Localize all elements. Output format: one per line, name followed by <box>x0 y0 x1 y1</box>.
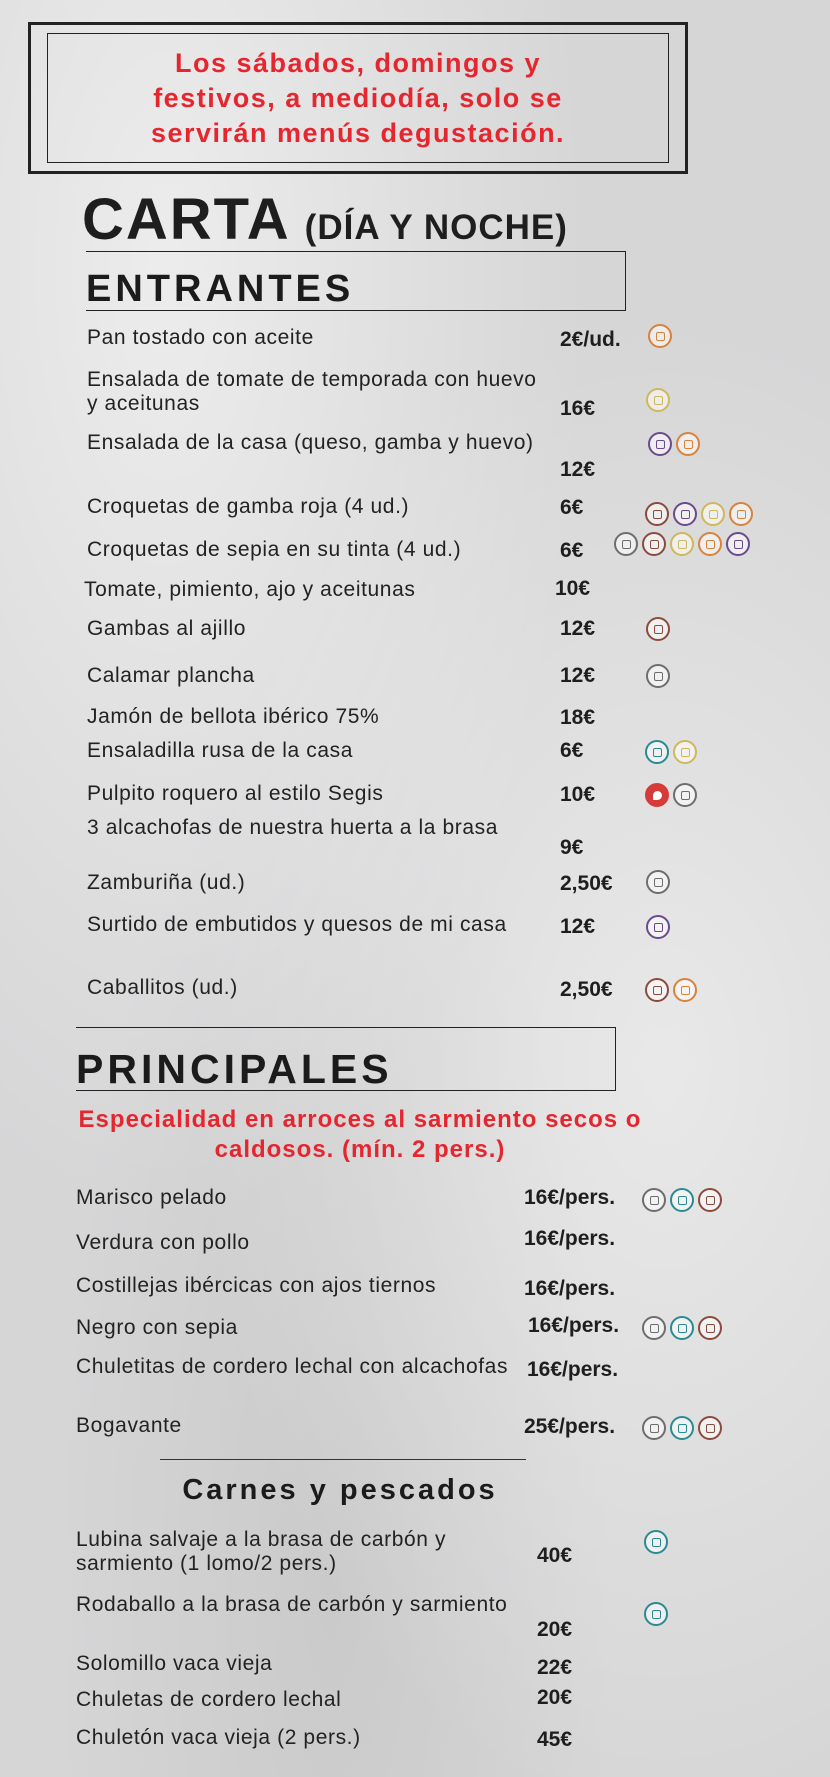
menu-item-price: 16€/pers. <box>528 1314 620 1337</box>
carnes-pescados-heading: Carnes y pescados <box>182 1474 498 1506</box>
allergen-icons <box>645 783 697 807</box>
menu-item-price: 12€ <box>560 915 596 938</box>
menu-item-name: Lubina salvaje a la brasa de carbón y sarmiento (1 lomo/2 pers.) <box>76 1528 447 1575</box>
menu-item-name: Chuletas de cordero lechal <box>76 1688 342 1711</box>
spicy-icon <box>645 783 669 807</box>
menu-item-price: 12€ <box>560 617 596 640</box>
crustacean-icon <box>698 1416 722 1440</box>
milk-icon <box>646 915 670 939</box>
menu-item-price: 20€ <box>537 1686 573 1709</box>
entrantes-heading: ENTRANTES <box>86 251 626 311</box>
allergen-icons <box>642 1316 722 1340</box>
gluten-icon <box>698 532 722 556</box>
menu-item-name: Gambas al ajillo <box>87 617 246 640</box>
menu-item-name: Verdura con pollo <box>76 1231 250 1254</box>
mollusc-icon <box>673 783 697 807</box>
menu-item-price: 2€/ud. <box>560 328 621 351</box>
allergen-icons <box>645 978 697 1002</box>
carta-title <box>82 186 568 253</box>
menu-item-price: 6€ <box>560 539 584 562</box>
menu-item-price: 9€ <box>560 836 584 859</box>
gluten-icon <box>648 324 672 348</box>
menu-item-price: 20€ <box>537 1618 573 1641</box>
milk-icon <box>673 502 697 526</box>
allergen-icons <box>614 532 750 556</box>
menu-item-name: Solomillo vaca vieja <box>76 1652 273 1675</box>
mollusc-icon <box>642 1316 666 1340</box>
menu-item-price: 16€/pers. <box>524 1186 616 1209</box>
allergen-icons <box>645 502 753 526</box>
menu-item-price: 2,50€ <box>560 978 613 1001</box>
menu-item-name: Marisco pelado <box>76 1186 227 1209</box>
menu-item-name: Costillejas ibércicas con ajos tiernos <box>76 1274 437 1297</box>
menu-item-name: Rodaballo a la brasa de carbón y sarmiento <box>76 1593 508 1616</box>
egg-icon <box>646 388 670 412</box>
allergen-icons <box>646 388 670 412</box>
gluten-icon <box>676 432 700 456</box>
menu-item-price: 6€ <box>560 496 584 519</box>
menu-item-name: Zamburiña (ud.) <box>87 871 246 894</box>
fish-icon <box>670 1316 694 1340</box>
menu-item-name: Ensalada de la casa (queso, gamba y huevo) <box>87 431 534 454</box>
principales-heading: PRINCIPALES <box>76 1027 616 1091</box>
menu-item-price: 12€ <box>560 664 596 687</box>
allergen-icons <box>648 324 672 348</box>
allergen-icons <box>646 915 670 939</box>
crustacean-icon <box>646 617 670 641</box>
allergen-icons <box>642 1416 722 1440</box>
menu-item-price: 10€ <box>560 783 596 806</box>
fish-icon <box>670 1416 694 1440</box>
fish-icon <box>670 1188 694 1212</box>
egg-icon <box>701 502 725 526</box>
menu-item-name: Chuletón vaca vieja (2 pers.) <box>76 1726 361 1749</box>
notice-box <box>28 22 688 174</box>
menu-item-name: Croquetas de gamba roja (4 ud.) <box>87 495 410 518</box>
section-divider <box>160 1459 526 1460</box>
fish-icon <box>644 1602 668 1626</box>
menu-item-name: 3 alcachofas de nuestra huerta a la brasa <box>87 816 499 839</box>
menu-item-name: Bogavante <box>76 1414 182 1437</box>
menu-item-price: 22€ <box>537 1656 573 1679</box>
menu-item-name: Negro con sepia <box>76 1316 238 1339</box>
notice-text: Los sábados, domingos y festivos, a mediodía, solo se servirán menús degustación. <box>150 47 566 148</box>
allergen-icons <box>644 1602 668 1626</box>
allergen-icons <box>646 617 670 641</box>
menu-item-price: 40€ <box>537 1544 573 1567</box>
mollusc-icon <box>646 664 670 688</box>
carta-heading: CARTA <box>82 187 291 252</box>
menu-item-name: Pulpito roquero al estilo Segis <box>87 782 384 805</box>
egg-icon <box>670 532 694 556</box>
menu-item-name: Surtido de embutidos y quesos de mi casa <box>87 913 507 936</box>
menu-item-name: Croquetas de sepia en su tinta (4 ud.) <box>87 538 462 561</box>
allergen-icons <box>644 1530 668 1554</box>
allergen-icons <box>648 432 700 456</box>
menu-item-price: 6€ <box>560 739 584 762</box>
crustacean-icon <box>645 502 669 526</box>
egg-icon <box>673 740 697 764</box>
gluten-icon <box>673 978 697 1002</box>
menu-item-name: Jamón de bellota ibérico 75% <box>87 705 380 728</box>
milk-icon <box>648 432 672 456</box>
notice-inner-frame <box>47 33 669 163</box>
mollusc-icon <box>614 532 638 556</box>
menu-item-name: Chuletitas de cordero lechal con alcachofas <box>76 1355 509 1378</box>
menu-item-price: 16€/pers. <box>524 1277 616 1300</box>
allergen-icons <box>646 664 670 688</box>
fish-icon <box>644 1530 668 1554</box>
allergen-icons <box>646 870 670 894</box>
menu-item-price: 18€ <box>560 706 596 729</box>
menu-item-price: 25€/pers. <box>524 1415 616 1438</box>
allergen-icons <box>645 740 697 764</box>
menu-item-price: 16€ <box>560 397 596 420</box>
menu-item-name: Calamar plancha <box>87 664 255 687</box>
menu-item-name: Ensalada de tomate de temporada con huevo y aceitunas <box>87 368 537 415</box>
mollusc-icon <box>646 870 670 894</box>
rice-specialty-note: Especialidad en arroces al sarmiento secos o caldosos. (mín. 2 pers.) <box>78 1106 642 1163</box>
menu-item-name: Tomate, pimiento, ajo y aceitunas <box>84 578 416 601</box>
menu-item-price: 2,50€ <box>560 872 613 895</box>
mollusc-icon <box>642 1188 666 1212</box>
crustacean-icon <box>645 978 669 1002</box>
menu-item-name: Caballitos (ud.) <box>87 976 238 999</box>
carta-subtitle: (DÍA Y NOCHE) <box>304 208 568 247</box>
menu-item-name: Pan tostado con aceite <box>87 326 314 349</box>
menu-item-price: 10€ <box>555 577 591 600</box>
menu-item-price: 16€/pers. <box>527 1358 619 1381</box>
gluten-icon <box>729 502 753 526</box>
fish-icon <box>645 740 669 764</box>
mollusc-icon <box>642 1416 666 1440</box>
allergen-icons <box>642 1188 722 1212</box>
milk-icon <box>726 532 750 556</box>
crustacean-icon <box>642 532 666 556</box>
crustacean-icon <box>698 1188 722 1212</box>
menu-item-price: 16€/pers. <box>524 1227 616 1250</box>
menu-item-price: 12€ <box>560 458 596 481</box>
crustacean-icon <box>698 1316 722 1340</box>
menu-item-price: 45€ <box>537 1728 573 1751</box>
menu-item-name: Ensaladilla rusa de la casa <box>87 739 354 762</box>
